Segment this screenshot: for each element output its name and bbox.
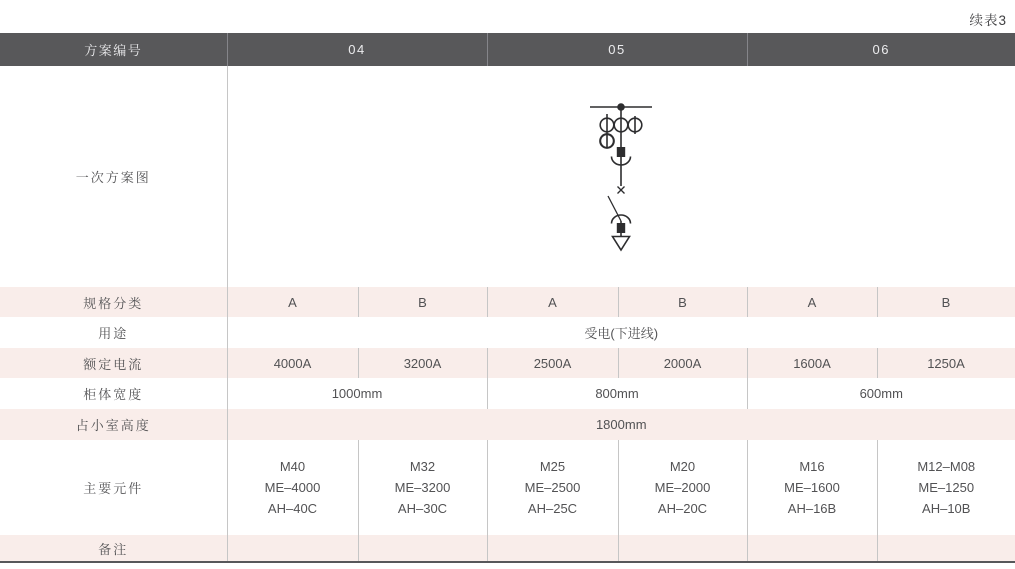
main-components-cell — [747, 440, 877, 535]
main-components-cell — [487, 440, 618, 535]
component-line: ME–2000 — [654, 480, 711, 495]
rated-current-label: 额定电流 — [0, 348, 227, 378]
spec-class-value: B — [618, 287, 747, 317]
cabinet-width-value: 800mm — [487, 378, 747, 409]
main-components-cell — [227, 440, 358, 535]
component-line: AH–40C — [267, 501, 318, 516]
header-scheme-number-label: 方案编号 — [0, 33, 227, 66]
drawout-breaker-diagram-icon — [561, 99, 681, 255]
upper-plug-contact — [617, 147, 625, 157]
compartment-height-label: 占小室高度 — [0, 409, 227, 440]
remarks-label: 备注 — [0, 535, 227, 562]
single-line-diagram — [228, 66, 1015, 287]
rated-current-value: 2500A — [487, 348, 618, 378]
component-line: AH–20C — [657, 501, 708, 516]
component-line: ME–4000 — [264, 480, 321, 495]
main-components-label: 主要元件 — [0, 440, 227, 535]
header-scheme-05: 05 — [487, 33, 747, 66]
rated-current-value: 4000A — [227, 348, 358, 378]
main-components-cell — [358, 440, 487, 535]
header-scheme-06: 06 — [747, 33, 1015, 66]
usage-row — [0, 317, 1015, 348]
lower-plug-contact — [617, 223, 625, 233]
primary-diagram-cell — [227, 66, 1015, 287]
compartment-height-row — [0, 409, 1015, 440]
spec-class-value: A — [747, 287, 877, 317]
component-line: AH–25C — [527, 501, 578, 516]
primary-diagram-label: 一次方案图 — [0, 66, 227, 287]
spec-class-value: B — [877, 287, 1015, 317]
rated-current-value: 1250A — [877, 348, 1015, 378]
rated-current-value: 3200A — [358, 348, 487, 378]
component-line: ME–2500 — [524, 480, 581, 495]
usage-value: 受电(下进线) — [584, 326, 659, 341]
component-line: ME–1600 — [784, 480, 840, 495]
rated-current-value: 1600A — [747, 348, 877, 378]
component-line: M20 — [669, 459, 696, 474]
remarks-cell — [877, 535, 1015, 562]
main-components-cell — [877, 440, 1015, 535]
remarks-cell — [487, 535, 618, 562]
component-line: AH–10B — [922, 501, 971, 516]
header-scheme-04: 04 — [227, 33, 487, 66]
primary-diagram-row — [0, 66, 1015, 287]
remarks-row — [0, 535, 1015, 562]
main-components-row — [0, 440, 1015, 535]
component-line: AH–30C — [397, 501, 448, 516]
component-line: M40 — [279, 459, 306, 474]
remarks-cell — [227, 535, 358, 562]
usage-label: 用途 — [0, 317, 227, 348]
component-line: M25 — [539, 459, 566, 474]
component-line: AH–16B — [787, 501, 837, 516]
main-components-cell — [618, 440, 747, 535]
spec-class-row — [0, 287, 1015, 317]
outgoing-terminal-triangle — [613, 236, 630, 250]
rated-current-value: 2000A — [618, 348, 747, 378]
rated-current-row — [0, 348, 1015, 378]
component-line: ME–3200 — [394, 480, 451, 495]
cabinet-width-value: 600mm — [859, 386, 903, 401]
spec-class-value: A — [487, 287, 618, 317]
cabinet-width-row — [0, 378, 1015, 409]
cabinet-width-value: 1000mm — [227, 378, 487, 409]
spec-class-label: 规格分类 — [0, 287, 227, 317]
remarks-cell — [747, 535, 877, 562]
compartment-height-value: 1800mm — [227, 409, 1015, 440]
remarks-cell — [358, 535, 487, 562]
spec-class-value: B — [358, 287, 487, 317]
spec-class-value: A — [227, 287, 358, 317]
component-line: M16 — [799, 459, 825, 474]
component-line: M12–M08 — [917, 459, 976, 474]
table-continuation-caption: 续表3 — [969, 13, 1007, 28]
cabinet-width-label: 柜体宽度 — [0, 378, 227, 409]
remarks-cell — [618, 535, 747, 562]
component-line: M32 — [409, 459, 436, 474]
component-line: ME–1250 — [918, 480, 975, 495]
scheme-spec-table — [0, 33, 1015, 563]
header-row — [0, 33, 1015, 66]
